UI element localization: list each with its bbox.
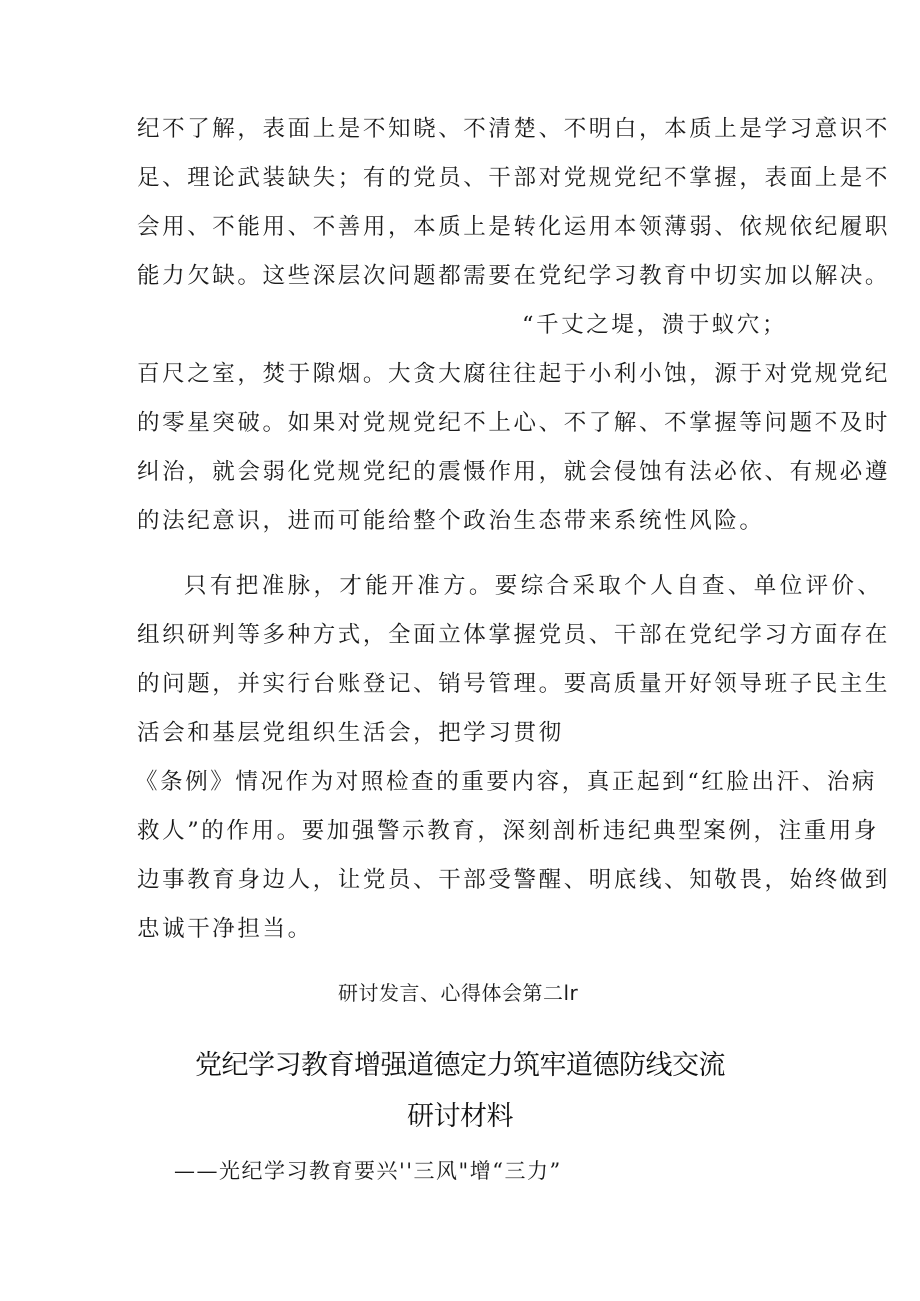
paragraph1-line-4: 能力欠缺。这些深层次问题都需要在党纪学习教育中切实加以解决。 [137, 263, 891, 289]
paragraph2-line-1: 百尺之室，焚于隙烟。大贪大腐往往起于小利小蚀，源于对党规党纪 [137, 361, 891, 387]
paragraph1-line-3: 会用、不能用、不善用，本质上是转化运用本领薄弱、依规依纪履职 [137, 214, 891, 240]
paragraph3-line-4: 活会和基层党组织生活会，把学习贯彻 [137, 720, 564, 746]
paragraph3-line-2: 组织研判等多种方式，全面立体掌握党员、干部在党纪学习方面存在 [137, 622, 891, 648]
paragraph1-line-2: 足、理论武装缺失；有的党员、干部对党规党纪不掌握，表面上是不 [137, 165, 891, 191]
quote-start: “千丈之堤，溃于蚁穴； [522, 312, 788, 338]
paragraph3-line-7: 边事教育身边人，让党员、干部受警醒、明底线、知敬畏，始终做到 [137, 867, 891, 893]
section-heading: 研讨发言、心得体会第二lr [338, 981, 579, 1005]
paragraph1-line-1: 纪不了解，表面上是不知晓、不清楚、不明白，本质上是学习意识不 [137, 116, 891, 142]
paragraph3-line-1: 只有把准脉，才能开准方。要综合采取个人自查、单位评价、 [184, 573, 884, 599]
paragraph2-line-2: 的零星突破。如果对党规党纪不上心、不了解、不掌握等问题不及时 [137, 410, 891, 436]
paragraph2-line-3: 纠治，就会弱化党规党纪的震慑作用，就会侵蚀有法必依、有规必遵 [137, 459, 891, 485]
paragraph3-line-6: 救人”的作用。要加强警示教育，深刻剖析违纪典型案例，注重用身 [137, 818, 880, 844]
document-subtitle: ——光纪学习教育要兴''三风"增“三力” [174, 1159, 562, 1183]
paragraph3-line-8: 忠诚干净担当。 [137, 916, 313, 942]
paragraph3-line-3: 的问题，并实行台账登记、销号管理。要高质量开好领导班子民主生 [137, 671, 891, 697]
document-title-line-1: 党纪学习教育增强道德定力筑牢道德防线交流 [195, 1050, 725, 1081]
paragraph3-line-5: 《条例》情况作为对照检查的重要内容，真正起到“红脸出汗、治病 [135, 769, 878, 795]
paragraph2-line-4: 的法纪意识，进而可能给整个政治生态带来系统性风险。 [137, 508, 765, 534]
document-title-line-2: 研讨材料 [407, 1101, 513, 1132]
